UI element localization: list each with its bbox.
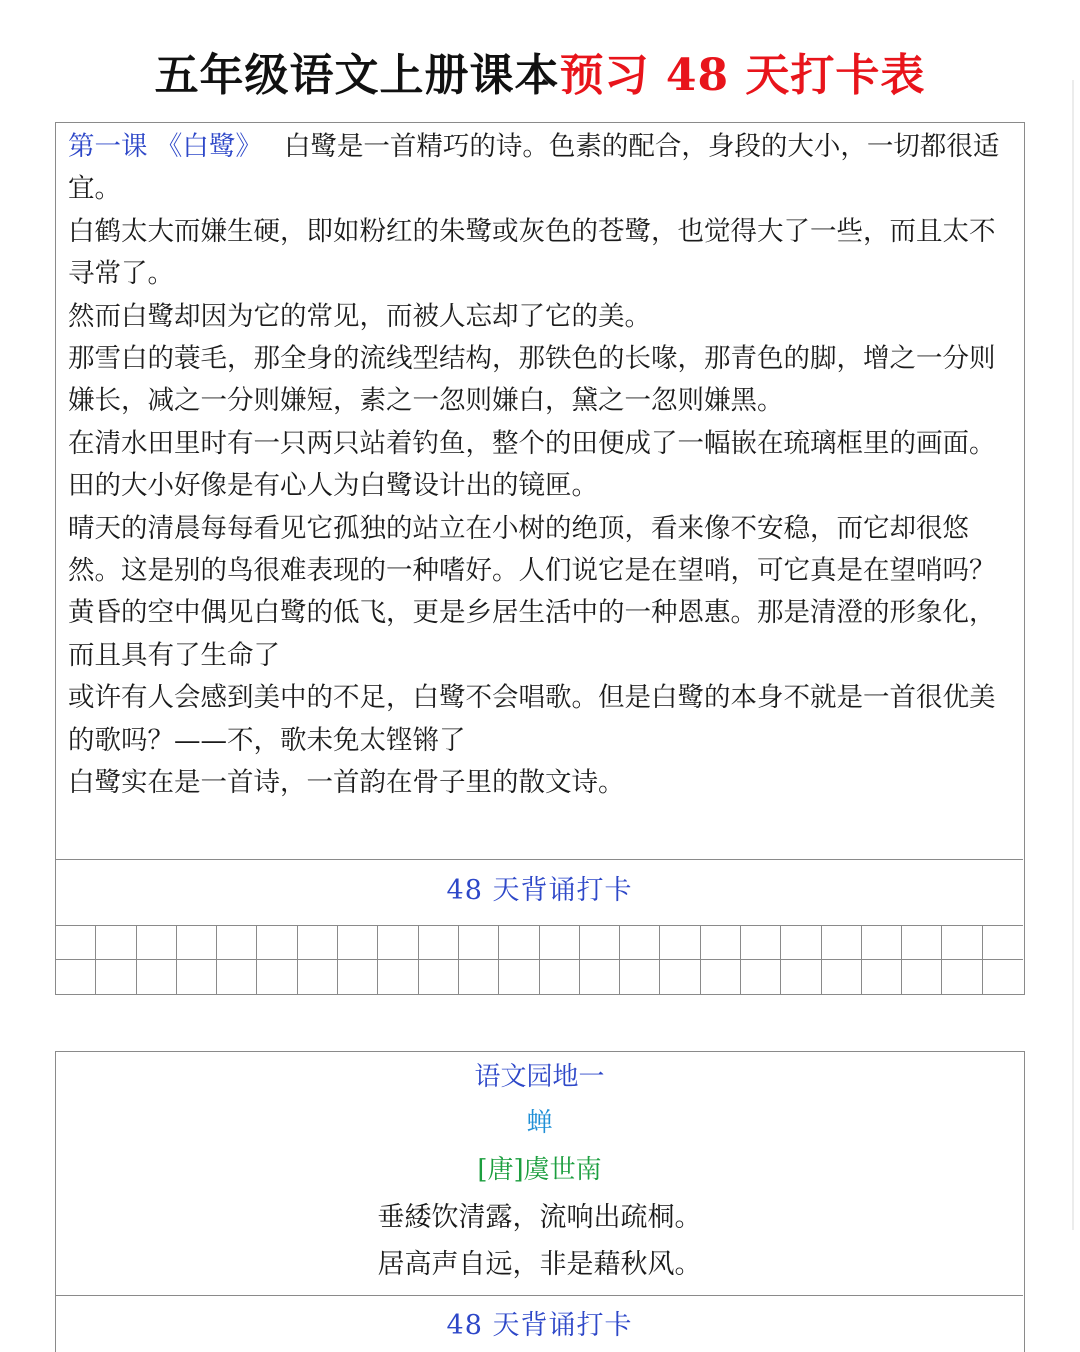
paragraph-1-text: 白鹭是一首精巧的诗。色素的配合，身段的大小，一切都很适宜。 — [68, 131, 1000, 205]
checkin-cell[interactable] — [620, 960, 660, 994]
checkin-cell[interactable] — [257, 926, 297, 960]
checkin-cell[interactable] — [540, 960, 580, 994]
checkin-cell[interactable] — [459, 926, 499, 960]
checkin-cell[interactable] — [217, 960, 257, 994]
checkin-cell[interactable] — [177, 960, 217, 994]
checkin-cell[interactable] — [419, 960, 459, 994]
poem-title: 蝉 — [526, 1108, 553, 1138]
checkin-cell[interactable] — [580, 926, 620, 960]
paragraph-8: 或许有人会感到美中的不足，白鹭不会唱歌。但是白鹭的本身不就是一首很优美的歌吗？——不，歌未免太铿锵了 — [68, 682, 996, 756]
section-title: 语文园地一 — [474, 1062, 605, 1092]
lesson-heading: 第一课 《白鹭》 — [68, 131, 262, 162]
checkin-cell[interactable] — [257, 960, 297, 994]
checkin-cell[interactable] — [459, 960, 499, 994]
paragraph-7: 黄昏的空中偶见白鹭的低飞，更是乡居生活中的一种恩惠。那是清澄的形象化，而且具有了生命了 — [68, 597, 996, 671]
page-title-highlight: 预习 48 天打卡表 — [559, 50, 926, 101]
checkin-cell[interactable] — [217, 926, 257, 960]
checkin-cell[interactable] — [902, 960, 942, 994]
poem-block — [56, 1052, 1023, 1288]
checkin-cell[interactable] — [378, 960, 418, 994]
checkin-cell[interactable] — [419, 926, 459, 960]
paragraph-3: 然而白鹭却因为它的常见，而被人忘却了它的美。 — [68, 300, 651, 332]
checkin-cell[interactable] — [499, 926, 539, 960]
checkin-cell[interactable] — [781, 926, 821, 960]
paragraph-6: 晴天的清晨每每看见它孤独的站立在小树的绝顶，看来像不安稳，而它却很悠然。这是别的鸟很难表现的一种嗜好。人们说它是在望哨，可它真是在望哨吗？ — [68, 512, 996, 587]
divider — [56, 1295, 1023, 1296]
paragraph-5: 在清水田里时有一只两只站着钓鱼，整个的田便成了一幅嵌在琉璃框里的画面。田的大小好像是有心人为白鹭设计出的镜匣。 — [68, 427, 996, 502]
checkin-cell[interactable] — [741, 926, 781, 960]
checkin-label: 48 天背诵打卡 — [446, 1310, 633, 1341]
checkin-cell[interactable] — [660, 960, 700, 994]
lesson-1-card — [55, 122, 1025, 995]
poem-line: 居高声自远，非是藉秋风。 — [377, 1249, 702, 1280]
page-title-main: 五年级语文上册课本 — [154, 50, 560, 101]
checkin-cell[interactable] — [741, 960, 781, 994]
checkin-grid — [56, 926, 1023, 994]
checkin-cell[interactable] — [660, 926, 700, 960]
scrollbar-track[interactable] — [1072, 80, 1074, 1230]
checkin-cell[interactable] — [96, 960, 136, 994]
divider — [56, 859, 1023, 860]
paragraph-1 — [68, 126, 1015, 211]
paragraph-2: 白鹤太大而嫌生硬，即如粉红的朱鹭或灰色的苍鹭，也觉得大了一些，而且太不寻常了。 — [68, 215, 996, 290]
checkin-cell[interactable] — [781, 960, 821, 994]
checkin-cell[interactable] — [580, 960, 620, 994]
page-title — [0, 44, 1080, 108]
checkin-cell[interactable] — [137, 960, 177, 994]
checkin-cell[interactable] — [701, 960, 741, 994]
checkin-cell[interactable] — [540, 926, 580, 960]
paragraph-9: 白鹭实在是一首诗，一首韵在骨子里的散文诗。 — [68, 767, 625, 799]
poem-line: 垂緌饮清露，流响出疏桐。 — [377, 1202, 702, 1233]
lesson-1-passage — [56, 123, 1023, 859]
checkin-cell[interactable] — [338, 926, 378, 960]
checkin-cell[interactable] — [822, 926, 862, 960]
checkin-cell[interactable] — [983, 926, 1023, 960]
checkin-cell[interactable] — [499, 960, 539, 994]
checkin-cell[interactable] — [298, 960, 338, 994]
checkin-cell[interactable] — [942, 926, 982, 960]
poem-author: [唐]虞世南 — [477, 1155, 602, 1185]
checkin-cell[interactable] — [96, 926, 136, 960]
checkin-cell[interactable] — [137, 926, 177, 960]
section-2-card — [55, 1051, 1025, 1352]
checkin-cell[interactable] — [56, 960, 96, 994]
checkin-cell[interactable] — [378, 926, 418, 960]
checkin-cell[interactable] — [298, 926, 338, 960]
checkin-cell[interactable] — [902, 926, 942, 960]
checkin-cell[interactable] — [862, 960, 902, 994]
checkin-cell[interactable] — [56, 926, 96, 960]
checkin-cell[interactable] — [942, 960, 982, 994]
checkin-cell[interactable] — [983, 960, 1023, 994]
checkin-cell[interactable] — [338, 960, 378, 994]
checkin-cell[interactable] — [177, 926, 217, 960]
checkin-cell[interactable] — [701, 926, 741, 960]
paragraph-4: 那雪白的蓑毛，那全身的流线型结构，那铁色的长喙，那青色的脚，增之一分则嫌长，减之一分则嫌短，素之一忽则嫌白，黛之一忽则嫌黑。 — [68, 343, 996, 417]
checkin-cell[interactable] — [620, 926, 660, 960]
checkin-label: 48 天背诵打卡 — [446, 875, 633, 906]
checkin-cell[interactable] — [862, 926, 902, 960]
checkin-cell[interactable] — [822, 960, 862, 994]
